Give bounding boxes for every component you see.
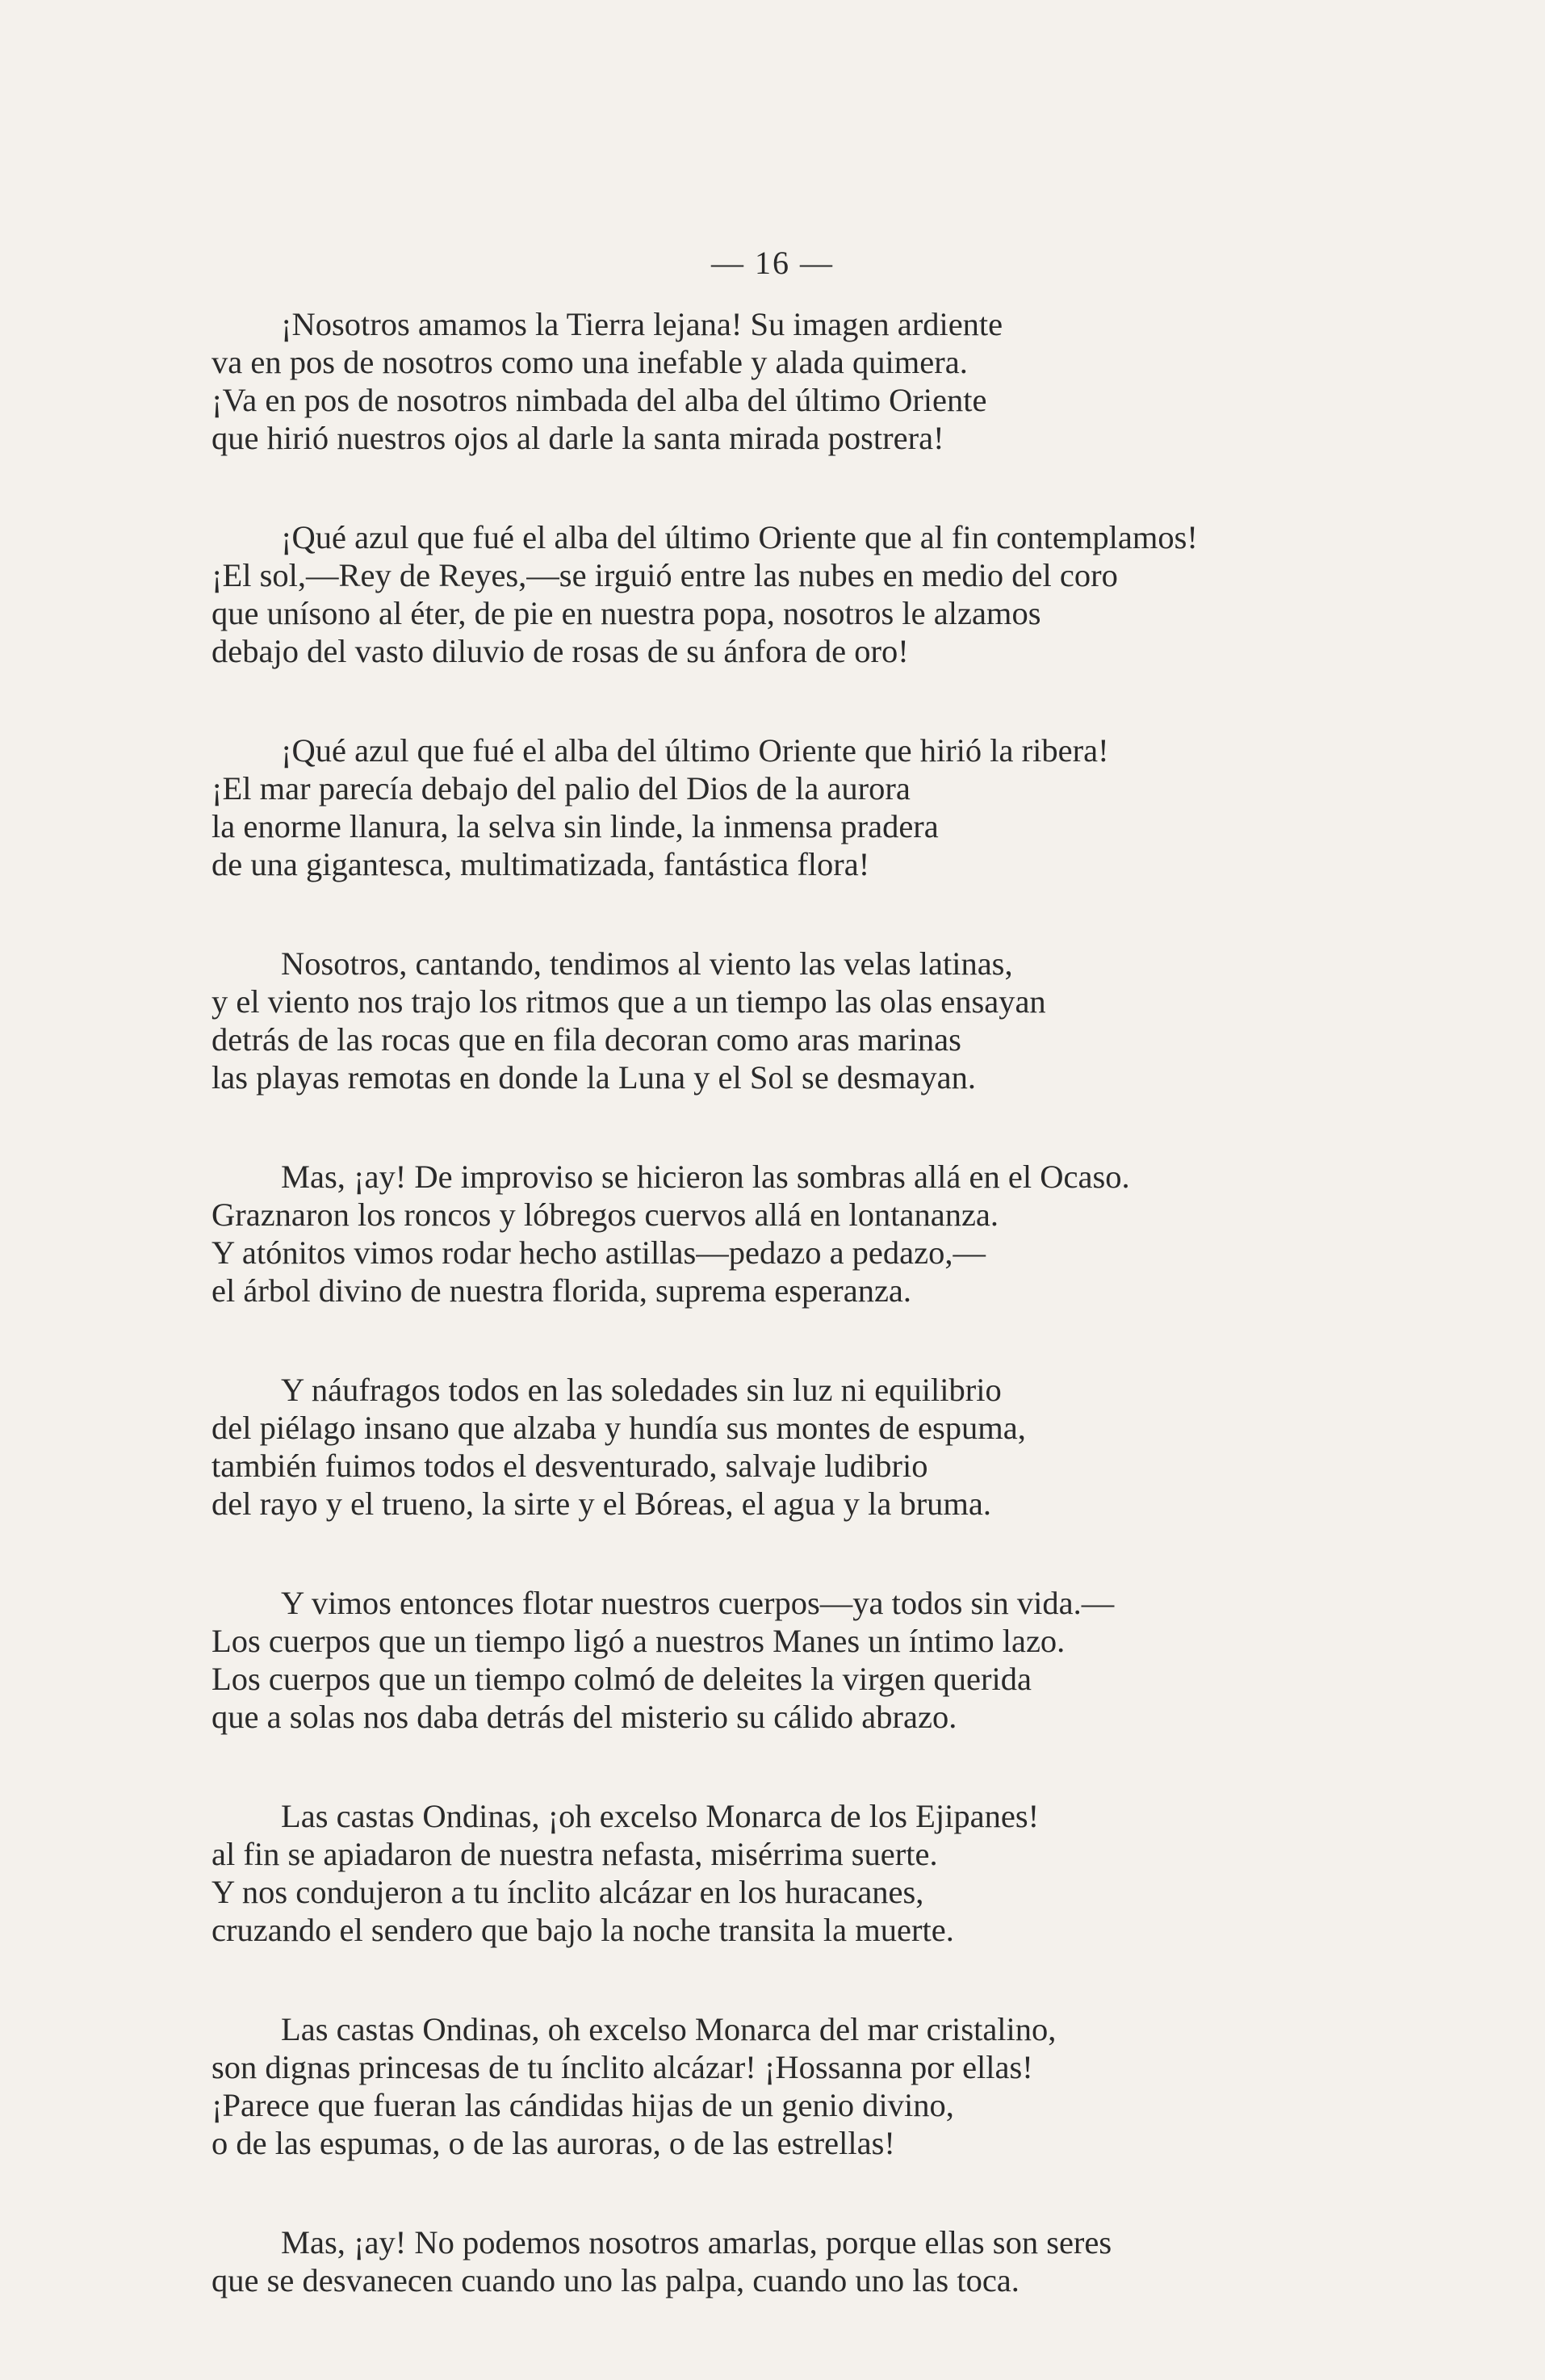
verse-line: Mas, ¡ay! No podemos nosotros amarlas, porque ellas son seres	[281, 2224, 1112, 2261]
verse-line: Y náufragos todos en las soledades sin luz ni equilibrio	[281, 1372, 1002, 1408]
verse-line: Los cuerpos que un tiempo ligó a nuestros Manes un íntimo lazo.	[211, 1623, 1066, 1659]
stanza-3	[211, 731, 1406, 883]
stanza-8	[211, 1797, 1406, 1949]
stanza-4	[211, 945, 1406, 1096]
verse-line: Y atónitos vimos rodar hecho astillas—pedazo a pedazo,—	[211, 1234, 986, 1271]
verse-line: el árbol divino de nuestra florida, suprema esperanza.	[211, 1272, 912, 1309]
verse-line: que unísono al éter, de pie en nuestra popa, nosotros le alzamos	[211, 595, 1041, 631]
stanza-7	[211, 1584, 1406, 1736]
verse-line: debajo del vasto diluvio de rosas de su ánfora de oro!	[211, 633, 909, 669]
verse-line: Los cuerpos que un tiempo colmó de deleites la virgen querida	[211, 1661, 1032, 1697]
verse-line: ¡Nosotros amamos la Tierra lejana! Su imagen ardiente	[281, 306, 1003, 342]
verse-line: Las castas Ondinas, oh excelso Monarca del mar cristalino,	[281, 2011, 1057, 2047]
verse-line: ¡El mar parecía debajo del palio del Dios de la aurora	[211, 770, 911, 807]
verse-line: la enorme llanura, la selva sin linde, la inmensa pradera	[211, 808, 939, 844]
stanza-10	[211, 2223, 1406, 2299]
verse-line: de una gigantesca, multimatizada, fantástica flora!	[211, 846, 870, 882]
verse-line: cruzando el sendero que bajo la noche transita la muerte.	[211, 1912, 954, 1948]
stanza-1	[211, 305, 1406, 457]
verse-line: Nosotros, cantando, tendimos al viento las velas latinas,	[281, 945, 1013, 982]
verse-line: del rayo y el trueno, la sirte y el Bóreas, el agua y la bruma.	[211, 1485, 992, 1522]
verse-line: que a solas nos daba detrás del misterio su cálido abrazo.	[211, 1699, 957, 1735]
stanza-5	[211, 1158, 1406, 1309]
verse-line: o de las espumas, o de las auroras, o de las estrellas!	[211, 2125, 895, 2161]
stanza-9	[211, 2010, 1406, 2162]
verse-line: Y nos condujeron a tu ínclito alcázar en los huracanes,	[211, 1874, 924, 1910]
verse-line: al fin se apiadaron de nuestra nefasta, misérrima suerte.	[211, 1836, 938, 1872]
verse-line: Mas, ¡ay! De improviso se hicieron las sombras allá en el Ocaso.	[281, 1159, 1130, 1195]
verse-line: ¡El sol,—Rey de Reyes,—se irguió entre las nubes en medio del coro	[211, 557, 1118, 593]
verse-line: que hirió nuestros ojos al darle la santa mirada postrera!	[211, 420, 944, 456]
verse-line: ¡Parece que fueran las cándidas hijas de un genio divino,	[211, 2087, 954, 2123]
verse-line: detrás de las rocas que en fila decoran como aras marinas	[211, 1021, 961, 1058]
stanza-6	[211, 1371, 1406, 1523]
verse-line: son dignas princesas de tu ínclito alcázar! ¡Hossanna por ellas!	[211, 2049, 1033, 2085]
verse-line: y el viento nos trajo los ritmos que a un tiempo las olas ensayan	[211, 983, 1046, 1020]
verse-line: también fuimos todos el desventurado, salvaje ludibrio	[211, 1448, 928, 1484]
verse-line: del piélago insano que alzaba y hundía sus montes de espuma,	[211, 1410, 1026, 1446]
verse-line: que se desvanecen cuando uno las palpa, cuando uno las toca.	[211, 2262, 1020, 2298]
verse-line: las playas remotas en donde la Luna y el Sol se desmayan.	[211, 1059, 976, 1096]
verse-line: Las castas Ondinas, ¡oh excelso Monarca de los Ejipanes!	[281, 1798, 1040, 1834]
poem-body	[211, 305, 1406, 2299]
verse-line: Graznaron los roncos y lóbregos cuervos allá en lontananza.	[211, 1196, 999, 1233]
verse-line: ¡Va en pos de nosotros nimbada del alba del último Oriente	[211, 382, 987, 418]
verse-line: ¡Qué azul que fué el alba del último Oriente que al fin contemplamos!	[281, 519, 1198, 555]
verse-line: va en pos de nosotros como una inefable y alada quimera.	[211, 344, 968, 380]
stanza-2	[211, 518, 1406, 670]
verse-line: Y vimos entonces flotar nuestros cuerpos—ya todos sin vida.—	[281, 1585, 1115, 1621]
page-number: — 16 —	[711, 245, 834, 281]
verse-line: ¡Qué azul que fué el alba del último Oriente que hirió la ribera!	[281, 732, 1109, 769]
